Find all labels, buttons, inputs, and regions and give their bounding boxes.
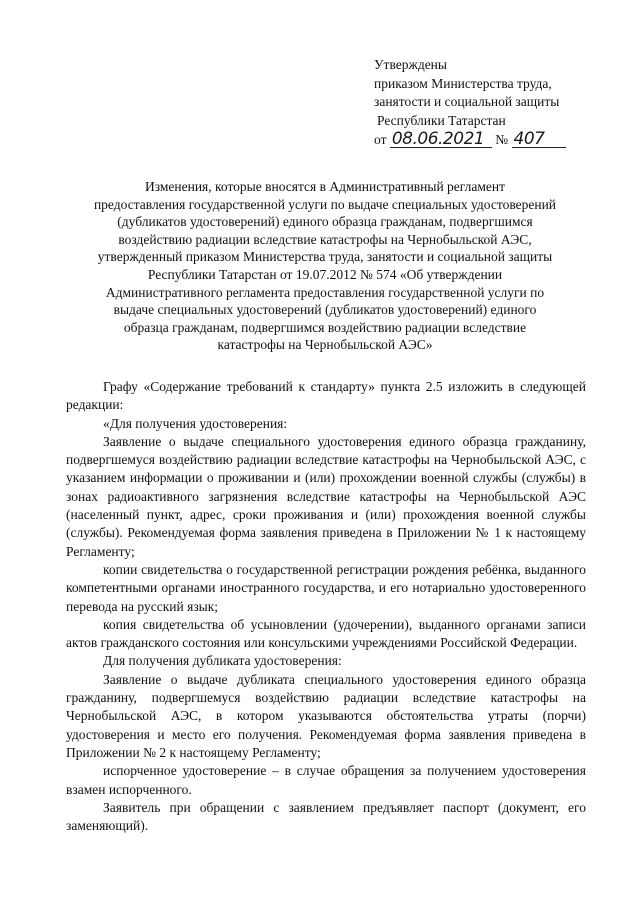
title-line: Изменения, которые вносятся в Административный регламент <box>144 179 506 194</box>
title-line: предоставления государственной услуги по выдаче специальных удостоверений <box>93 196 557 212</box>
approval-line-4: Республики Татарстан <box>377 112 506 128</box>
title-line: Административного регламента предоставления государственной услуги по <box>105 284 545 300</box>
title-line: (дубликатов удостоверений) единого образца гражданам, подвергшимся <box>117 214 533 230</box>
body-paragraph: Заявление о выдаче дубликата специального удостоверения единого образца гражданину, подвергшемуся воздействию радиации вследствие катастрофы на Чернобыльской АЭС, в котором указываются обстоятельства утраты (порчи) удостоверения и место его получения. Рекомендуемая форма заявления приведена в Приложении № 2 к настоящему Регламенту; <box>66 671 586 760</box>
approval-line-2: приказом Министерства труда, <box>374 75 552 91</box>
approval-line-1: Утверждены <box>374 57 447 72</box>
handwritten-number: 407 <box>512 131 566 148</box>
title-line: Республики Татарстан от 19.07.2012 № 574 «Об утверждении <box>147 266 503 282</box>
body-paragraph: Заявление о выдаче специального удостоверения единого образца гражданину, подвергшемуся воздействию радиации вследствие катастрофы на Чернобыльской АЭС, с указанием информации о проживании и (или) прохождении военной службы (службы) в зонах радиоактивного загрязнения вследствие катастрофы на Чернобыльской АЭС (населенный пункт, адрес, сроки проживания и (или) прохождения военной службы (службы). Рекомендуемая форма заявления приведена в Приложении № 1 к настоящему Регламенту; <box>66 433 586 559</box>
body-paragraph: Заявитель при обращении с заявлением предъявляет паспорт (документ, его заменяющий). <box>66 799 586 834</box>
document-title <box>60 178 590 354</box>
title-line: утвержденный приказом Министерства труда, занятости и социальной защиты <box>97 249 553 265</box>
approval-block <box>374 56 614 150</box>
approval-date-number-line <box>374 131 614 150</box>
body-paragraph: Графу «Содержание требований к стандарту» пункта 2.5 изложить в следующей редакции: <box>66 379 586 413</box>
body-paragraph: испорченное удостоверение – в случае обращения за получением удостоверения взамен испорченного. <box>66 763 586 797</box>
body-paragraph: копия свидетельства об усыновлении (удочерении), выданного органами записи актов гражданского состояния или консульскими учреждениями Российской Федерации. <box>66 616 586 651</box>
handwritten-date: 08.06.2021 <box>390 131 492 148</box>
body-paragraph: Для получения дубликата удостоверения: <box>103 653 342 669</box>
approval-line-3: занятости и социальной защиты <box>374 94 560 109</box>
date-prefix: от <box>374 132 387 147</box>
title-line: катастрофы на Чернобыльской АЭС» <box>217 337 433 353</box>
title-line: образца гражданам, подвергшимся воздействию радиации вследствие <box>123 319 527 335</box>
number-sign: № <box>495 132 509 147</box>
body-paragraph: «Для получения удостоверения: <box>103 415 288 431</box>
document-body <box>66 378 586 835</box>
body-paragraph: копии свидетельства о государственной регистрации рождения ребёнка, выданного компетентными органами иностранного государства, и его нотариально удостоверенного перевода на русский язык; <box>66 561 586 614</box>
title-line: воздействию радиации вследствие катастрофы на Чернобыльской АЭС, <box>118 231 532 247</box>
title-line: выдаче специальных удостоверений (дубликатов удостоверений) единого <box>113 302 537 318</box>
